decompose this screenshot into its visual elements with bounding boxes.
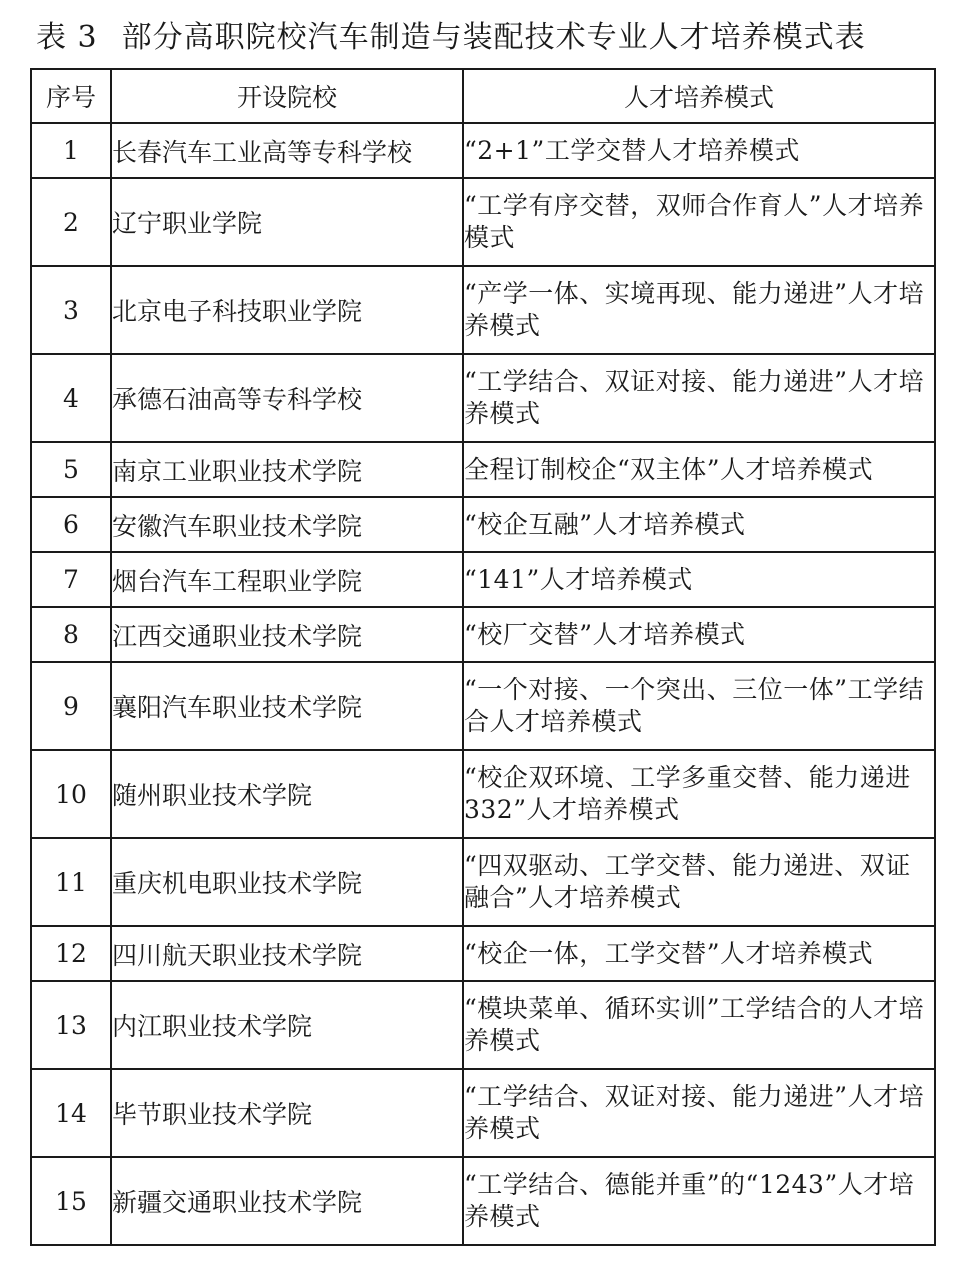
table-number: 表 3 bbox=[36, 20, 98, 55]
table-row bbox=[31, 552, 935, 607]
training-mode-table bbox=[30, 68, 936, 1246]
cell-num: 12 bbox=[31, 926, 111, 981]
cell-num: 1 bbox=[31, 123, 111, 178]
table-row bbox=[31, 266, 935, 354]
header-num: 序号 bbox=[31, 69, 111, 123]
cell-mode: “工学结合、双证对接、能力递进”人才培养模式 bbox=[463, 1069, 935, 1157]
cell-mode: “模块菜单、循环实训”工学结合的人才培养模式 bbox=[463, 981, 935, 1069]
table-row bbox=[31, 1157, 935, 1245]
cell-school: 新疆交通职业技术学院 bbox=[111, 1157, 463, 1245]
cell-num: 6 bbox=[31, 497, 111, 552]
cell-mode: “工学结合、德能并重”的“1243”人才培养模式 bbox=[463, 1157, 935, 1245]
cell-mode: “四双驱动、工学交替、能力递进、双证融合”人才培养模式 bbox=[463, 838, 935, 926]
cell-mode: “2+1”工学交替人才培养模式 bbox=[463, 123, 935, 178]
cell-school: 毕节职业技术学院 bbox=[111, 1069, 463, 1157]
table-row bbox=[31, 838, 935, 926]
table-row bbox=[31, 662, 935, 750]
cell-school: 辽宁职业学院 bbox=[111, 178, 463, 266]
table-row bbox=[31, 607, 935, 662]
table-row bbox=[31, 497, 935, 552]
cell-school: 四川航天职业技术学院 bbox=[111, 926, 463, 981]
cell-school: 重庆机电职业技术学院 bbox=[111, 838, 463, 926]
cell-mode: “工学有序交替，双师合作育人”人才培养模式 bbox=[463, 178, 935, 266]
table-title: 部分高职院校汽车制造与装配技术专业人才培养模式表 bbox=[121, 20, 866, 55]
cell-mode: 全程订制校企“双主体”人才培养模式 bbox=[463, 442, 935, 497]
cell-school: 江西交通职业技术学院 bbox=[111, 607, 463, 662]
cell-school: 安徽汽车职业技术学院 bbox=[111, 497, 463, 552]
cell-mode: “校企一体，工学交替”人才培养模式 bbox=[463, 926, 935, 981]
table-row bbox=[31, 926, 935, 981]
cell-school: 随州职业技术学院 bbox=[111, 750, 463, 838]
table-row bbox=[31, 442, 935, 497]
cell-school: 南京工业职业技术学院 bbox=[111, 442, 463, 497]
table-caption bbox=[36, 16, 866, 60]
cell-mode: “校厂交替”人才培养模式 bbox=[463, 607, 935, 662]
cell-num: 15 bbox=[31, 1157, 111, 1245]
cell-school: 襄阳汽车职业技术学院 bbox=[111, 662, 463, 750]
cell-num: 9 bbox=[31, 662, 111, 750]
cell-num: 13 bbox=[31, 981, 111, 1069]
cell-num: 5 bbox=[31, 442, 111, 497]
cell-num: 8 bbox=[31, 607, 111, 662]
cell-mode: “校企双环境、工学多重交替、能力递进 332”人才培养模式 bbox=[463, 750, 935, 838]
table-row bbox=[31, 750, 935, 838]
cell-school: 承德石油高等专科学校 bbox=[111, 354, 463, 442]
cell-num: 11 bbox=[31, 838, 111, 926]
table-row bbox=[31, 123, 935, 178]
table-row bbox=[31, 354, 935, 442]
cell-num: 10 bbox=[31, 750, 111, 838]
cell-school: 烟台汽车工程职业学院 bbox=[111, 552, 463, 607]
cell-num: 7 bbox=[31, 552, 111, 607]
cell-mode: “产学一体、实境再现、能力递进”人才培养模式 bbox=[463, 266, 935, 354]
cell-num: 3 bbox=[31, 266, 111, 354]
cell-mode: “一个对接、一个突出、三位一体”工学结合人才培养模式 bbox=[463, 662, 935, 750]
cell-mode: “141”人才培养模式 bbox=[463, 552, 935, 607]
header-mode: 人才培养模式 bbox=[463, 69, 935, 123]
cell-school: 内江职业技术学院 bbox=[111, 981, 463, 1069]
cell-mode: “工学结合、双证对接、能力递进”人才培养模式 bbox=[463, 354, 935, 442]
cell-num: 2 bbox=[31, 178, 111, 266]
table-row bbox=[31, 1069, 935, 1157]
header-school: 开设院校 bbox=[111, 69, 463, 123]
cell-school: 长春汽车工业高等专科学校 bbox=[111, 123, 463, 178]
table-row bbox=[31, 178, 935, 266]
table-row bbox=[31, 981, 935, 1069]
cell-school: 北京电子科技职业学院 bbox=[111, 266, 463, 354]
cell-mode: “校企互融”人才培养模式 bbox=[463, 497, 935, 552]
table-header-row bbox=[31, 69, 935, 123]
cell-num: 14 bbox=[31, 1069, 111, 1157]
cell-num: 4 bbox=[31, 354, 111, 442]
